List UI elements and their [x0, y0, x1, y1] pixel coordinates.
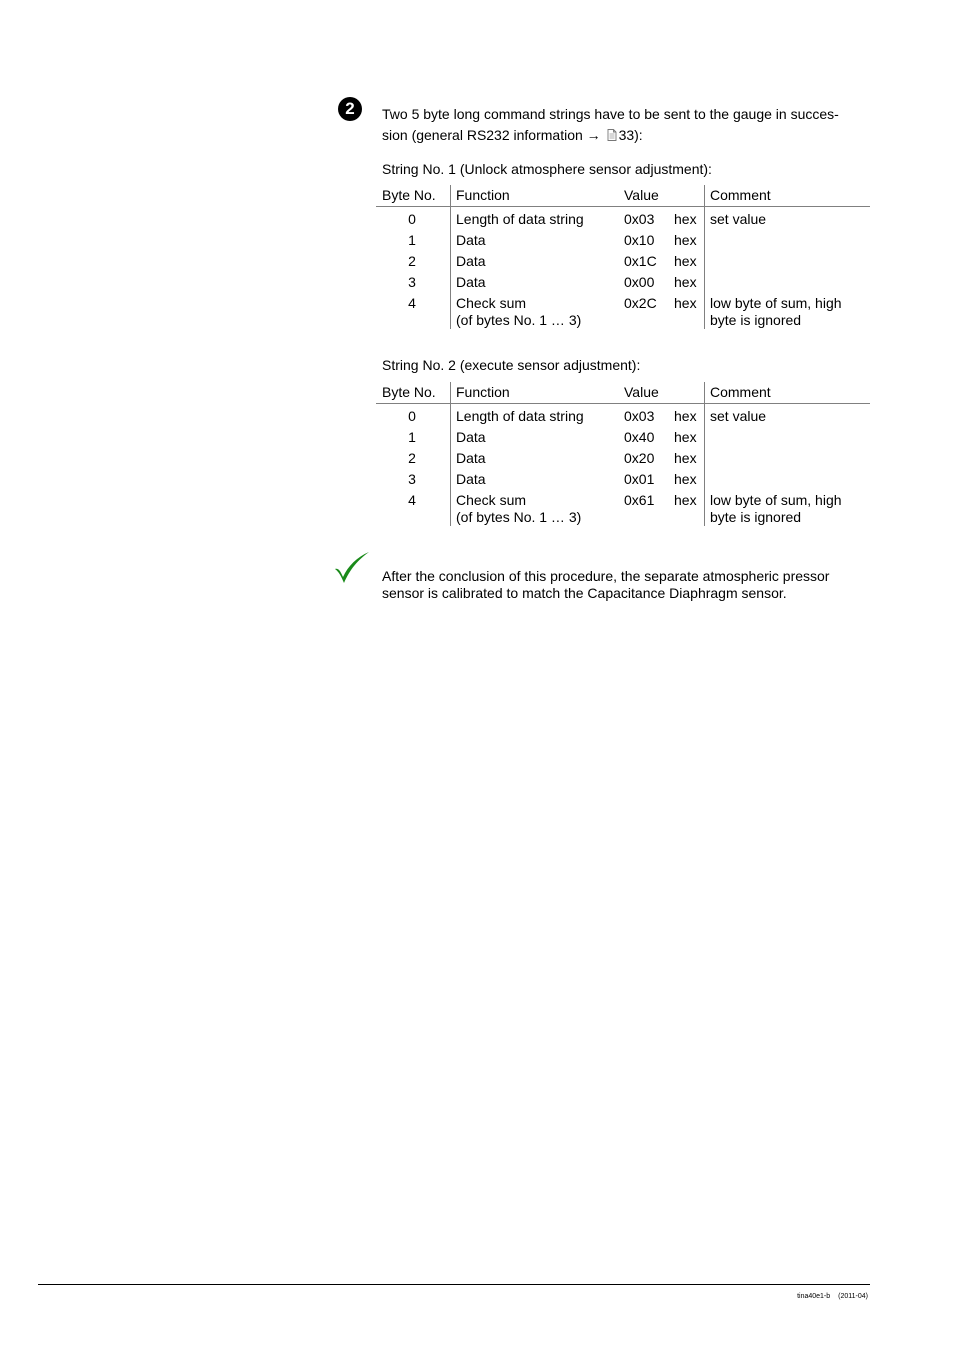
header-value: Value — [614, 382, 674, 404]
table-header-row — [376, 382, 870, 404]
table-row: 4 Check sum (of bytes No. 1 … 3) 0x61 hex low byte of sum, high byte is ignored — [376, 490, 870, 526]
header-byte: Byte No. — [376, 185, 451, 207]
header-byte: Byte No. — [376, 382, 451, 404]
table-row: 1 Data 0x10 hex — [376, 230, 870, 251]
header-function: Function — [451, 185, 615, 207]
table-row: 2 Data 0x20 hex — [376, 448, 870, 469]
page-ref: 33 — [618, 127, 635, 143]
step-2-icon: 2 — [338, 97, 362, 121]
result-line-2: sensor is calibrated to match the Capacitance Diaphragm sensor. — [382, 585, 787, 601]
checkmark-icon — [334, 551, 370, 585]
header-function: Function — [451, 382, 615, 404]
intro-paragraph — [382, 104, 862, 146]
table-row: 4 Check sum (of bytes No. 1 … 3) 0x2C hex low byte of sum, high byte is ignored — [376, 293, 870, 329]
intro-line-2: sion (general RS232 information → 33): — [382, 127, 643, 143]
table-row: 3 Data 0x01 hex — [376, 469, 870, 490]
table-row: 1 Data 0x40 hex — [376, 427, 870, 448]
result-paragraph — [382, 568, 862, 602]
result-line-1: After the conclusion of this procedure, the separate atmospheric pressor — [382, 568, 830, 584]
footer-rule — [38, 1284, 870, 1285]
header-comment: Comment — [705, 185, 871, 207]
string1-table — [376, 185, 870, 329]
table-row: 0 Length of data string 0x03 hex set value — [376, 404, 870, 428]
string1-title: String No. 1 (Unlock atmosphere sensor adjustment): — [382, 161, 712, 177]
table-row: 3 Data 0x00 hex — [376, 272, 870, 293]
string2-table — [376, 382, 870, 526]
footer-doc-code: tina40e1-b (2011-04) — [797, 1293, 868, 1300]
table-row: 2 Data 0x1C hex — [376, 251, 870, 272]
table-header-row — [376, 185, 870, 207]
table-row: 0 Length of data string 0x03 hex set value — [376, 207, 870, 231]
string2-title: String No. 2 (execute sensor adjustment): — [382, 357, 641, 373]
arrow-icon: → — [586, 127, 601, 143]
intro-line-1: Two 5 byte long command strings have to be sent to the gauge in succes- — [382, 106, 839, 122]
page-icon — [607, 129, 617, 141]
header-comment: Comment — [705, 382, 871, 404]
header-value: Value — [614, 185, 674, 207]
